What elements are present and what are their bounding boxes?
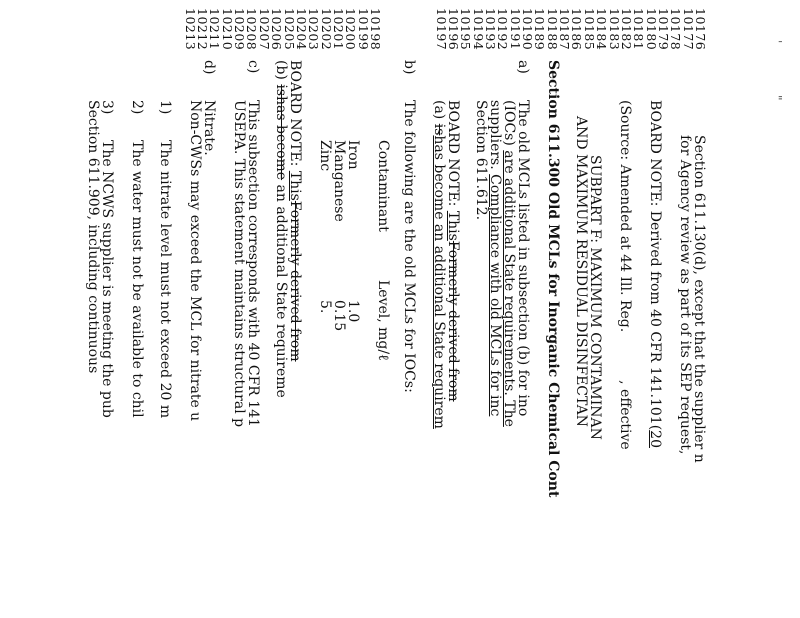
text-line [502, 100, 516, 427]
line-number: 10185 [581, 8, 597, 51]
board-note [288, 60, 302, 362]
source-line [618, 100, 632, 450]
line-number: 10195 [458, 8, 474, 51]
board-note [648, 100, 662, 448]
line-number: 10200 [343, 8, 359, 51]
text-span: BOARD NOTE: [445, 100, 461, 211]
line-number: 10181 [631, 8, 647, 51]
corner-mark: " [770, 95, 784, 101]
text-line: Non-CWSs may exceed the MCL for nitrate u [187, 100, 203, 422]
underlined-text: 20 [647, 430, 663, 448]
text-line: The water must not be available to chil [129, 140, 145, 418]
line-number: 10186 [569, 8, 585, 51]
line-number: 10179 [655, 8, 671, 51]
text-line: Section 611.130(d), except that the supplier n [691, 135, 707, 463]
line-number: 10190 [520, 8, 536, 51]
inserted-text: This [445, 210, 461, 241]
line-number: 10199 [355, 8, 371, 51]
item-label: a) [515, 60, 531, 74]
line-number: 10198 [368, 8, 383, 51]
section-heading: Section 611.300 Old MCLs for Inorganic Chemical Cont [545, 60, 561, 498]
table-cell: 5. [317, 300, 333, 314]
text-line: The old MCLs listed in subsection (b) for ino [515, 100, 531, 417]
text-span: (a) [431, 100, 447, 124]
line-number: 10180 [643, 8, 659, 51]
underlined-text: Compliance with old MCLs for inc [487, 174, 503, 417]
line-number: 10206 [269, 8, 285, 51]
table-cell: Iron [345, 140, 361, 170]
text-span: (b) [273, 60, 289, 85]
line-number: 10197 [433, 8, 449, 51]
text-line: The nitrate level must not exceed 20 m [157, 140, 173, 419]
text-span: an additional State requireme [273, 180, 289, 398]
text-line: for Agency review as part of its SEP request, [677, 135, 693, 455]
text-span: (IOCs) [501, 100, 517, 151]
table-cell: Manganese [331, 140, 347, 222]
line-number: 10212 [195, 8, 211, 51]
line-number: 10202 [318, 8, 334, 51]
text-line: Section 611.909, including continuous [85, 100, 101, 374]
line-number: 10207 [256, 8, 272, 51]
line-number: 10213 [182, 8, 198, 51]
item-label: b) [401, 60, 417, 75]
text-span: BOARD NOTE: [287, 60, 303, 171]
deleted-text: Formerly derived from [445, 240, 461, 402]
date-blank [621, 332, 631, 380]
line-number: 10177 [680, 8, 696, 51]
text-line: Section 611.612. [473, 100, 489, 221]
line-number: 10209 [232, 8, 248, 51]
text-line: USEPA. This statement maintains structural p [231, 100, 247, 428]
text-span: (Source: Amended at 44 Ill. Reg. [617, 100, 633, 333]
line-number: 10203 [306, 8, 322, 51]
text-line: The following are the old MCLs for IOCs: [401, 100, 417, 393]
text-span: BOARD NOTE: Derived from 40 CFR 141.101( [647, 100, 663, 431]
line-number: 10205 [281, 8, 297, 51]
deleted-text: is [431, 123, 447, 136]
line-number: 10178 [668, 8, 684, 51]
subpart-heading: SUBPART F: MAXIMUM CONTAMINAN [587, 155, 603, 440]
line-number: 10188 [544, 8, 560, 51]
line-number: 10194 [470, 8, 486, 51]
deleted-text: Formerly derived from [287, 200, 303, 362]
subpart-heading: AND MAXIMUM RESIDUAL DISINFECTAN [573, 116, 589, 427]
line-number: 10184 [594, 8, 610, 51]
item-label: 1) [157, 100, 173, 115]
text-span: , effective [617, 380, 633, 450]
text-line [488, 100, 502, 416]
line-number: 10208 [244, 8, 260, 51]
board-note [446, 100, 460, 402]
line-number: 10211 [207, 8, 223, 51]
line-number: 10189 [532, 8, 548, 51]
underlined-text: are additional State requirements. The [501, 150, 517, 427]
table-cell: Zinc [317, 140, 333, 172]
line-number: 10204 [293, 8, 309, 51]
text-span: suppliers. [487, 100, 503, 175]
line-number: 10201 [330, 8, 346, 51]
corner-mark: ' [770, 40, 784, 44]
inserted-text: has become an additional State requirem [431, 135, 447, 429]
item-label: 3) [99, 100, 115, 115]
table-cell: 0.15 [331, 300, 347, 332]
line-number: 10187 [557, 8, 573, 51]
line-number: 10196 [446, 8, 461, 51]
inserted-text: This [287, 170, 303, 201]
deleted-text: is [273, 84, 289, 97]
text-line [274, 60, 288, 398]
deleted-text: has become [273, 96, 289, 181]
table-cell: 1.0 [345, 300, 361, 323]
line-number: 10183 [606, 8, 622, 51]
text-line [432, 100, 446, 429]
text-line: This subsection corresponds with 40 CFR 141 [245, 100, 261, 428]
line-number: 10176 [693, 8, 708, 51]
line-number: 10210 [219, 8, 235, 51]
item-label: c) [245, 60, 261, 74]
line-number: 10192 [495, 8, 511, 51]
text-line: The NCWS supplier is meeting the pub [99, 140, 115, 418]
line-number: 10193 [483, 8, 499, 51]
column-header-level: Level, mg/ℓ [375, 280, 391, 361]
line-number: 10191 [507, 8, 523, 51]
column-header-contaminant: Contaminant [375, 140, 391, 232]
text-line: Nitrate. [201, 100, 217, 156]
item-label: d) [201, 60, 217, 75]
line-number: 10182 [618, 8, 634, 51]
item-label: 2) [129, 100, 145, 115]
